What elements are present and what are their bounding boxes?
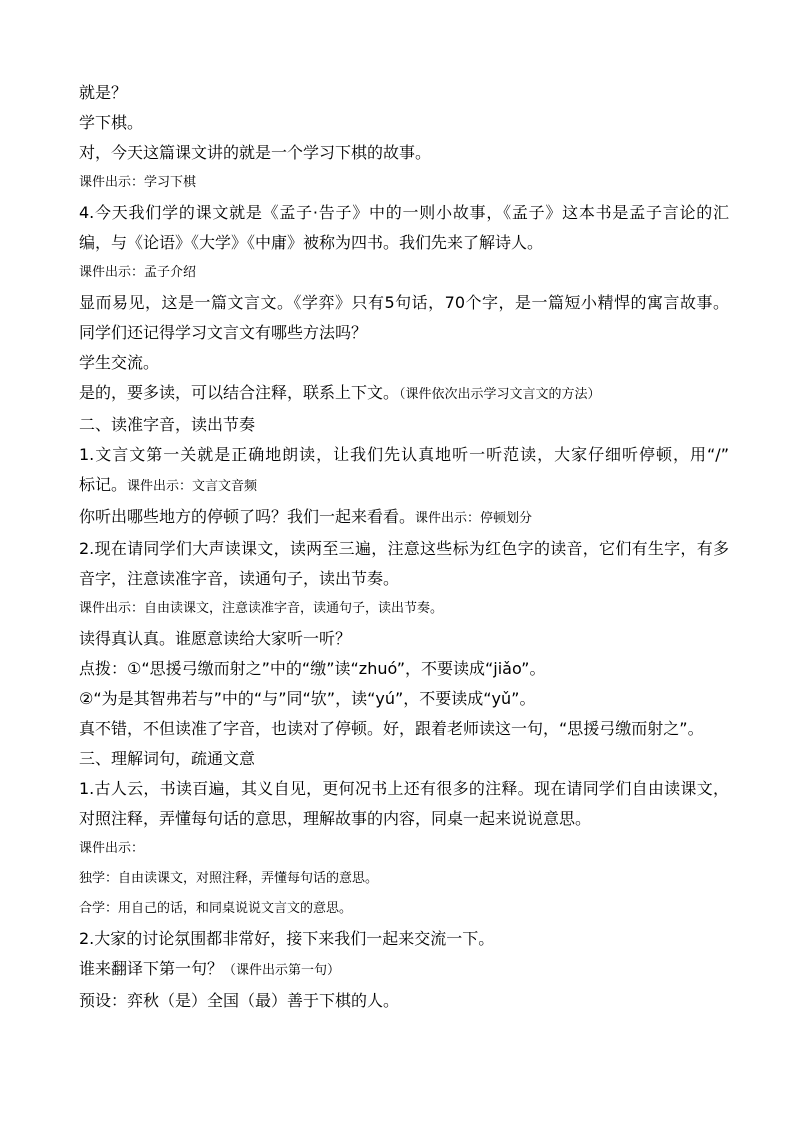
text-line: 对，今天这篇课文讲的就是一个学习下棋的故事。 [79, 143, 432, 162]
text-line: 编，与《论语》《大学》《中庸》被称为四书。我们先来了解诗人。 [79, 233, 544, 252]
text-line: 1.文言文第一关就是正确地朗读，让我们先认真地听一听范读，大家仔细听停顿，用“/” [79, 445, 729, 464]
text-line [79, 378, 729, 410]
text-line [79, 470, 729, 502]
courseware-note: 课件出示： [79, 841, 145, 856]
text-line: 2.现在请同学们大声读课文，读两至三遍，注意这些标为红色字的读音，它们有生字，有多 [79, 539, 729, 558]
courseware-note: 独学：自由读课文，对照注释，弄懂每句话的意思。 [79, 871, 379, 886]
text-line [79, 954, 729, 986]
text-line: 预设：弈秋（是）全国（最）善于下棋的人。 [79, 991, 400, 1010]
courseware-note: 课件出示：自由读课文，注意读准字音，读通句子，读出节奏。 [79, 601, 444, 616]
text-line: 真不错，不但读准了字音，也读对了停顿。好，跟着老师读这一句，“思援弓缴而射之”。 [79, 719, 704, 738]
courseware-note: （课件依次出示学习文言文的方法） [399, 387, 601, 402]
text-line: 4.今天我们学的课文就是《孟子·告子》中的一则小故事，《孟子》这本书是孟子言论的汇 [79, 203, 729, 222]
text-line: 学生交流。 [79, 353, 160, 372]
text-line: 点拨：①“思援弓缴而射之”中的“缴”读“zhuó”，不要读成“jiǎo”。 [79, 659, 546, 678]
text-segment: 是的，要多读，可以结合注释，联系上下文。 [79, 383, 400, 402]
text-line: 读得真认真。谁愿意读给大家听一听？ [79, 629, 352, 648]
text-segment: 谁来翻译下第一句？ [79, 959, 224, 978]
section-heading: 二、读准字音，读出节奏 [79, 415, 256, 434]
text-line [79, 502, 729, 534]
courseware-note: （课件出示第一句） [223, 963, 341, 978]
text-line: 显而易见，这是一篇文言文。《学弈》只有5句话，70个字，是一篇短小精悍的寓言故事。 [79, 293, 729, 312]
text-line: 2.大家的讨论氛围都非常好，接下来我们一起来交流一下。 [79, 929, 495, 948]
text-line: ②“为是其智弗若与”中的“与”同“欤”，读“yú”，不要读成“yǔ”。 [79, 689, 536, 708]
text-line: 对照注释，弄懂每句话的意思，理解故事的内容，同桌一起来说说意思。 [79, 809, 592, 828]
text-line: 同学们还记得学习文言文有哪些方法吗？ [79, 323, 368, 342]
courseware-note: 课件出示：孟子介绍 [79, 265, 197, 280]
text-segment: 你听出哪些地方的停顿了吗？我们一起来看看。 [79, 507, 416, 526]
text-segment: 标记。 [79, 475, 128, 494]
text-line: 就是？ [79, 83, 128, 102]
text-line: 音字，注意读准字音，读通句子，读出节奏。 [79, 569, 400, 588]
courseware-note: 课件出示：学习下棋 [79, 175, 197, 190]
section-heading: 三、理解词句，疏通文意 [79, 749, 256, 768]
document-body [79, 78, 729, 1016]
courseware-note: 课件出示：文言文音频 [127, 479, 258, 494]
courseware-note: 合学：用自己的话，和同桌说说文言文的意思。 [79, 901, 353, 916]
text-line: 学下棋。 [79, 113, 144, 132]
courseware-note: 课件出示：停顿划分 [415, 511, 533, 526]
text-line: 1.古人云，书读百遍，其义自见，更何况书上还有很多的注释。现在请同学们自由读课文， [79, 779, 729, 798]
